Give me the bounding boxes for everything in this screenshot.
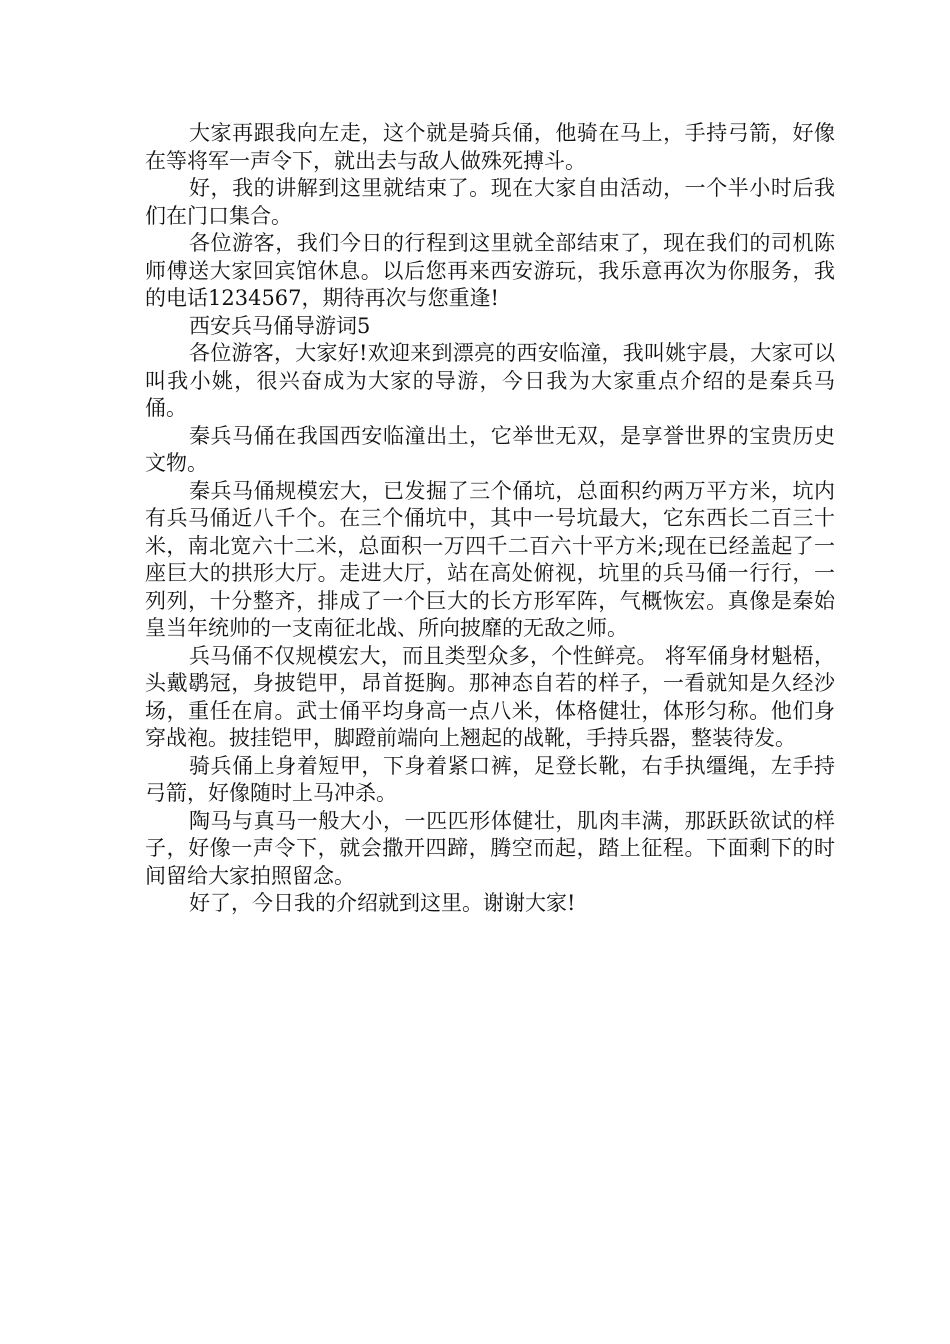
paragraph: 大家再跟我向左走，这个就是骑兵俑，他骑在马上，手持弓箭，好像在等将军一声令下，就出去与敌人做殊死搏斗。 (145, 121, 835, 173)
paragraph: 陶马与真马一般大小，一匹匹形体健壮，肌肉丰满，那跃跃欲试的样子，好像一声令下，就会撒开四蹄，腾空而起，踏上征程。下面剩下的时间留给大家拍照留念。 (145, 808, 835, 888)
paragraph: 各位游客，我们今日的行程到这里就全部结束了，现在我们的司机陈师傅送大家回宾馆休息。以后您再来西安游玩，我乐意再次为你服务，我的电话1234567，期待再次与您重逢! (145, 231, 835, 310)
paragraph: 各位游客，大家好!欢迎来到漂亮的西安临潼，我叫姚宇晨，大家可以叫我小姚，很兴奋成为大家的导游，今日我为大家重点介绍的是秦兵马俑。 (145, 341, 835, 420)
section-heading: 西安兵马俑导游词5 (189, 313, 371, 338)
paragraph: 兵马俑不仅规模宏大，而且类型众多，个性鲜亮。 将军俑身材魁梧，头戴鹖冠，身披铠甲，昂首挺胸。那神态自若的样子，一看就知是久经沙场，重任在肩。武士俑平均身高一点八米，体格健壮，体形匀称。他们身穿战袍。披挂铠甲，脚蹬前端向上翘起的战靴，手持兵器，整装待发。 (145, 643, 835, 750)
paragraph: 秦兵马俑在我国西安临潼出土，它举世无双，是享誉世界的宝贵历史文物。 (145, 423, 835, 475)
paragraph: 秦兵马俑规模宏大，已发掘了三个俑坑，总面积约两万平方米，坑内有兵马俑近八千个。在三个俑坑中，其中一号坑最大，它东西长二百三十米，南北宽六十二米，总面积一万四千二百六十平方米;现在已经盖起了一座巨大的拱形大厅。走进大厅，站在高处俯视，坑里的兵马俑一行行，一列列，十分整齐，排成了一个巨大的长方形军阵，气概恢宏。真像是秦始皇当年统帅的一支南征北战、所向披靡的无敌之师。 (145, 478, 835, 640)
paragraph: 骑兵俑上身着短甲，下身着紧口裤，足登长靴，右手执缰绳，左手持弓箭，好像随时上马冲杀。 (145, 753, 835, 805)
paragraph: 好，我的讲解到这里就结束了。现在大家自由活动，一个半小时后我们在门口集合。 (145, 176, 835, 228)
paragraph: 好了，今日我的介绍就到这里。谢谢大家! (189, 891, 576, 915)
document-body (145, 120, 835, 918)
